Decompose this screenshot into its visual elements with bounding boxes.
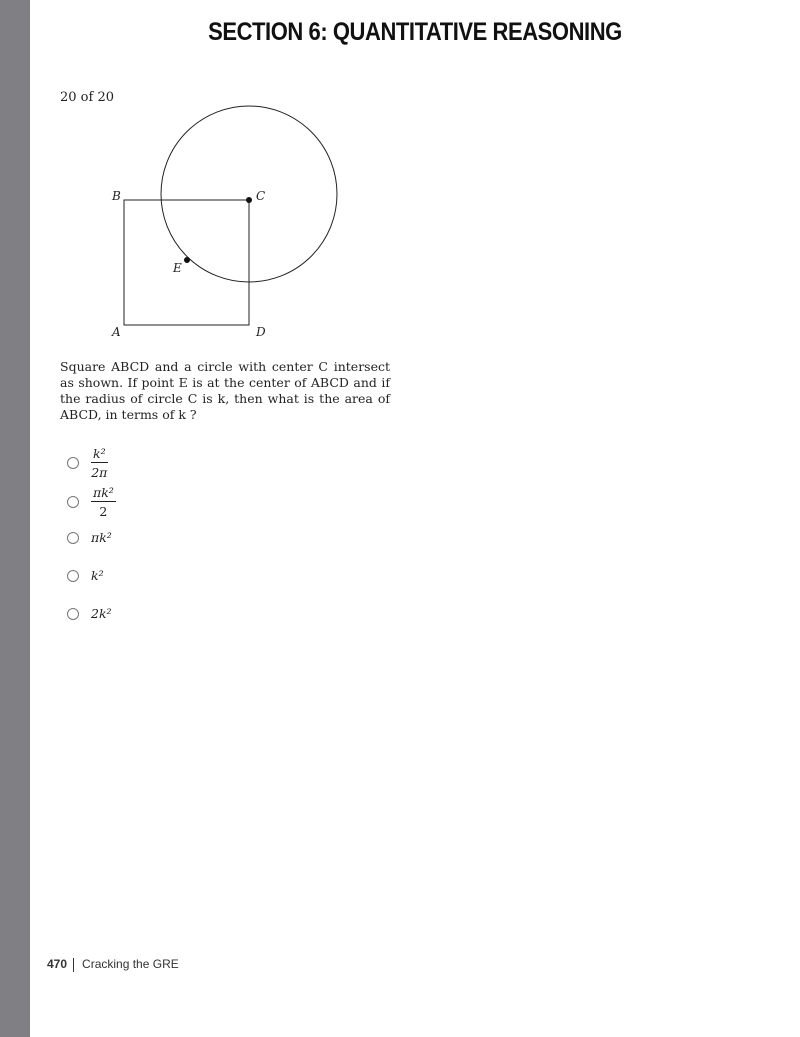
option-fraction: $\frac{\text{πk²}}{2}$ <box>93 485 114 519</box>
book-title: Cracking the GRE <box>82 957 179 971</box>
point-e <box>184 257 190 263</box>
label-a: A <box>112 325 121 339</box>
radio-button[interactable] <box>67 570 79 582</box>
option-label: k² <box>91 568 104 583</box>
radio-button[interactable] <box>67 457 79 469</box>
radio-button[interactable] <box>67 532 79 544</box>
answer-option-4[interactable] <box>67 568 104 583</box>
answer-option-2[interactable] <box>67 485 116 519</box>
option-fraction: $\frac{\text{k²}}{2\pi}$ <box>91 446 108 480</box>
section-title: SECTION 6: QUANTITATIVE REASONING <box>208 18 622 46</box>
label-d: D <box>256 325 266 339</box>
question-counter: 20 of 20 <box>60 90 114 105</box>
label-c: C <box>256 189 266 203</box>
geometry-figure <box>0 0 800 360</box>
page-number: 470 <box>47 957 68 971</box>
radio-button[interactable] <box>67 496 79 508</box>
question-text: Square ABCD and a circle with center C intersect as shown. If point E is at the center of ABCD and if the radius of circle C is k, then what is the area of ABCD, in terms of k ? <box>60 359 390 422</box>
label-b: B <box>112 189 121 203</box>
radio-button[interactable] <box>67 608 79 620</box>
answer-option-5[interactable] <box>67 606 112 621</box>
point-c <box>246 197 252 203</box>
footer-divider <box>73 958 74 972</box>
answer-option-1[interactable] <box>67 446 108 480</box>
option-label: πk² <box>91 530 112 545</box>
option-label: 2k² <box>91 606 112 621</box>
answer-option-3[interactable] <box>67 530 112 545</box>
page-footer <box>47 957 179 972</box>
label-e: E <box>173 261 182 275</box>
